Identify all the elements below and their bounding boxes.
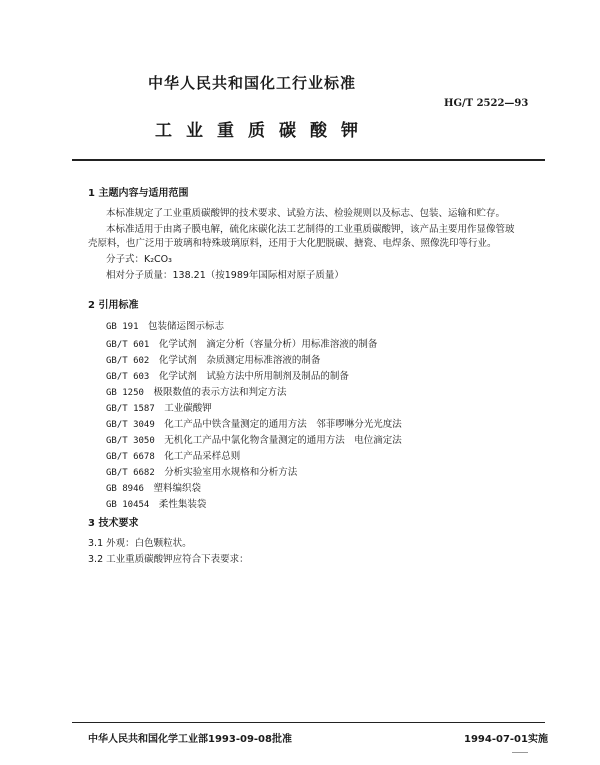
reference-title: 化工产品中铁含量测定的通用方法 邻菲啰啉分光光度法 bbox=[164, 419, 402, 430]
reference-code: GB/T 3050 bbox=[106, 436, 155, 446]
reference-item bbox=[106, 448, 240, 462]
reference-title: 柔性集装袋 bbox=[158, 499, 207, 510]
reference-title: 化学试剂 滴定分析（容量分析）用标准溶液的制备 bbox=[158, 339, 378, 350]
molecular-mass: 相对分子质量：138.21（按1989年国际相对原子质量） bbox=[106, 270, 344, 281]
reference-item bbox=[106, 416, 402, 430]
reference-item bbox=[106, 336, 377, 350]
molecular-formula bbox=[106, 253, 172, 267]
section3-item1: 3.1 外观：白色颗粒状。 bbox=[88, 538, 192, 549]
reference-title: 无机化工产品中氯化物含量测定的通用方法 电位滴定法 bbox=[164, 435, 402, 446]
reference-item bbox=[106, 352, 320, 366]
footer-rule bbox=[72, 722, 545, 723]
reference-item bbox=[106, 400, 212, 414]
section1-para1: 本标准规定了工业重质碳酸钾的技术要求、试验方法、检验规则以及标志、包装、运输和贮存。 bbox=[106, 208, 506, 219]
formula-value: K₂CO₃ bbox=[144, 254, 172, 265]
approval-line: 中华人民共和国化学工业部1993-09-08批准 bbox=[88, 734, 292, 745]
section1-para2-line2: 壳原料，也广泛用于玻璃和特殊玻璃原料，还用于大化肥脱碳、搪瓷、电焊条、照像洗印等行业。 bbox=[88, 238, 497, 249]
reference-code: GB 8946 bbox=[106, 484, 144, 494]
effective-date: 1994-07-01实施 bbox=[464, 734, 548, 745]
reference-code: GB/T 603 bbox=[106, 372, 150, 382]
reference-code: GB/T 3049 bbox=[106, 420, 155, 430]
header-rule bbox=[72, 159, 545, 161]
reference-code: GB/T 601 bbox=[106, 340, 150, 350]
reference-code: GB/T 6682 bbox=[106, 468, 155, 478]
standard-title: 中华人民共和国化工行业标准 bbox=[148, 74, 357, 92]
reference-item bbox=[106, 318, 224, 332]
document-title: 工业重质碳酸钾 bbox=[155, 121, 372, 141]
reference-code: GB 10454 bbox=[106, 500, 150, 510]
reference-item bbox=[106, 496, 206, 510]
reference-title: 极限数值的表示方法和判定方法 bbox=[153, 387, 287, 398]
section3-heading: 3 技术要求 bbox=[88, 518, 139, 529]
reference-item bbox=[106, 432, 402, 446]
reference-title: 化学试剂 试验方法中所用制剂及制品的制备 bbox=[158, 371, 349, 382]
reference-code: GB/T 6678 bbox=[106, 452, 155, 462]
reference-title: 化学试剂 杂质测定用标准溶液的制备 bbox=[158, 355, 321, 366]
reference-title: 分析实验室用水规格和分析方法 bbox=[164, 467, 298, 478]
section2-heading: 2 引用标准 bbox=[88, 300, 139, 311]
standard-code: HG/T 2522—93 bbox=[444, 98, 529, 109]
scan-mark bbox=[512, 752, 528, 753]
reference-code: GB/T 1587 bbox=[106, 404, 155, 414]
reference-title: 化工产品采样总则 bbox=[164, 451, 241, 462]
reference-item bbox=[106, 480, 201, 494]
reference-code: GB/T 602 bbox=[106, 356, 150, 366]
reference-title: 包装储运图示标志 bbox=[148, 321, 225, 332]
reference-code: GB 1250 bbox=[106, 388, 144, 398]
section1-heading: 1 主题内容与适用范围 bbox=[88, 188, 189, 199]
reference-title: 塑料编织袋 bbox=[153, 483, 201, 494]
formula-label: 分子式： bbox=[106, 254, 145, 265]
section1-para2-line1: 本标准适用于由离子膜电解，硫化床碳化法工艺制得的工业重质碳酸钾，该产品主要用作显像管玻 bbox=[106, 224, 515, 235]
reference-item bbox=[106, 464, 297, 478]
reference-item bbox=[106, 368, 349, 382]
reference-title: 工业碳酸钾 bbox=[164, 403, 212, 414]
section3-item2: 3.2 工业重质碳酸钾应符合下表要求： bbox=[88, 554, 249, 565]
reference-item bbox=[106, 384, 286, 398]
reference-code: GB 191 bbox=[106, 322, 139, 332]
